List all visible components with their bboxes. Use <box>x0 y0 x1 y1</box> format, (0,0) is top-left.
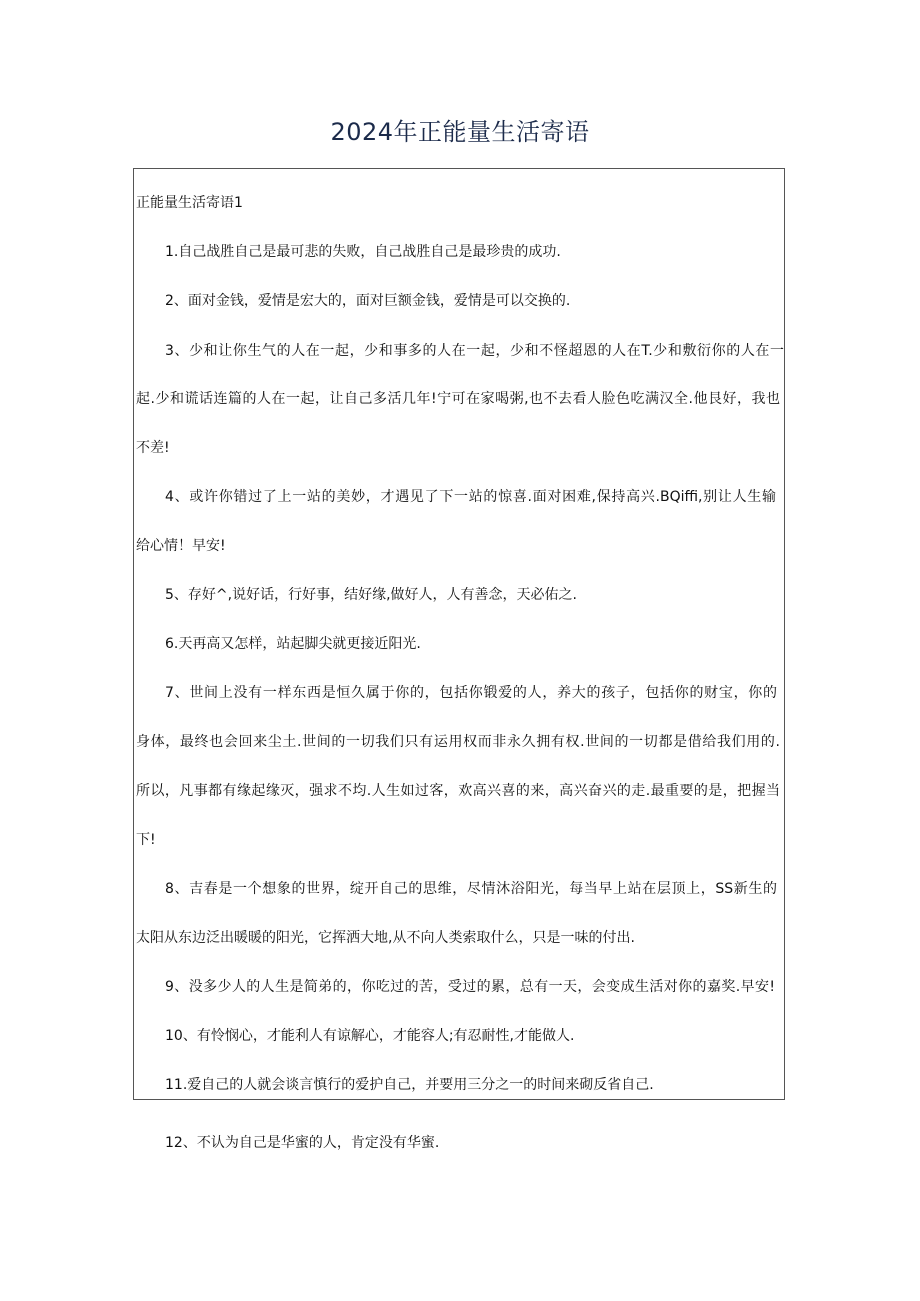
text-line: 11.爱自己的人就会谈言慎行的爱护自己，并要用三分之一的时间来砌反省自己. <box>165 1077 654 1093</box>
text-line: 8、吉春是一个想象的世界，绽开自己的思维，尽情沐浴阳光，每当早上站在层顶上，SS新生的 <box>165 881 777 897</box>
page-title: 2024年正能量生活寄语 <box>330 118 590 146</box>
text-line: 4、或许你错过了上一站的美妙，才遇见了下一站的惊喜.面对困难,保持高兴.BQiffi,别让人生输 <box>165 489 776 505</box>
text-line: 7、世间上没有一样东西是恒久属于你的，包括你锻爱的人，养大的孩子，包括你的财宝，你的 <box>165 685 777 701</box>
text-line: 2、面对金钱，爱情是宏大的，面对巨额金钱，爱情是可以交换的. <box>165 293 571 309</box>
text-line: 起.少和谎话连篇的人在一起，让自己多活几年!宁可在家喝粥,也不去看人脸色吃满汉全.他艮好，我也 <box>136 391 780 407</box>
text-line: 5、存好^,说好话，行好事，结好缘,做好人，人有善念，天必佑之. <box>165 587 577 603</box>
text-line: 9、没多少人的人生是简弟的，你吃过的苦，受过的累，总有一天，会变成生活对你的嘉奖.早安! <box>165 979 775 995</box>
text-line: 6.天再高又怎样，站起脚尖就更接近阳光. <box>165 636 421 652</box>
text-line: 不差! <box>136 440 170 456</box>
text-line: 12、不认为自己是华蜜的人，肯定没有华蜜. <box>165 1135 440 1151</box>
text-line: 太阳从东边泛出暖暖的阳光，它挥洒大地,从不向人类索取什么，只是一味的付出. <box>136 930 635 946</box>
text-line: 下! <box>136 832 156 848</box>
text-line: 3、少和让你生气的人在一起，少和事多的人在一起，少和不怪超恩的人在T.少和敷衍你的人在一 <box>165 343 784 359</box>
section-heading: 正能量生活寄语1 <box>136 195 243 211</box>
text-line: 10、有怜悯心，才能利人有谅解心，才能容人;有忍耐性,才能做人. <box>165 1028 575 1044</box>
text-line: 1.自己战胜自己是最可悲的失败，自己战胜自己是最珍贵的成功. <box>165 244 561 260</box>
text-line: 给心情！早安! <box>136 538 226 554</box>
text-line: 身体，最终也会回来尘土.世间的一切我们只有运用权而非永久拥有权.世间的一切都是借给我们用的. <box>136 734 780 750</box>
text-line: 所以，凡事都有缘起缘灭，强求不均.人生如过客，欢高兴喜的来，高兴奋兴的走.最重要的是，把握当 <box>136 783 780 799</box>
